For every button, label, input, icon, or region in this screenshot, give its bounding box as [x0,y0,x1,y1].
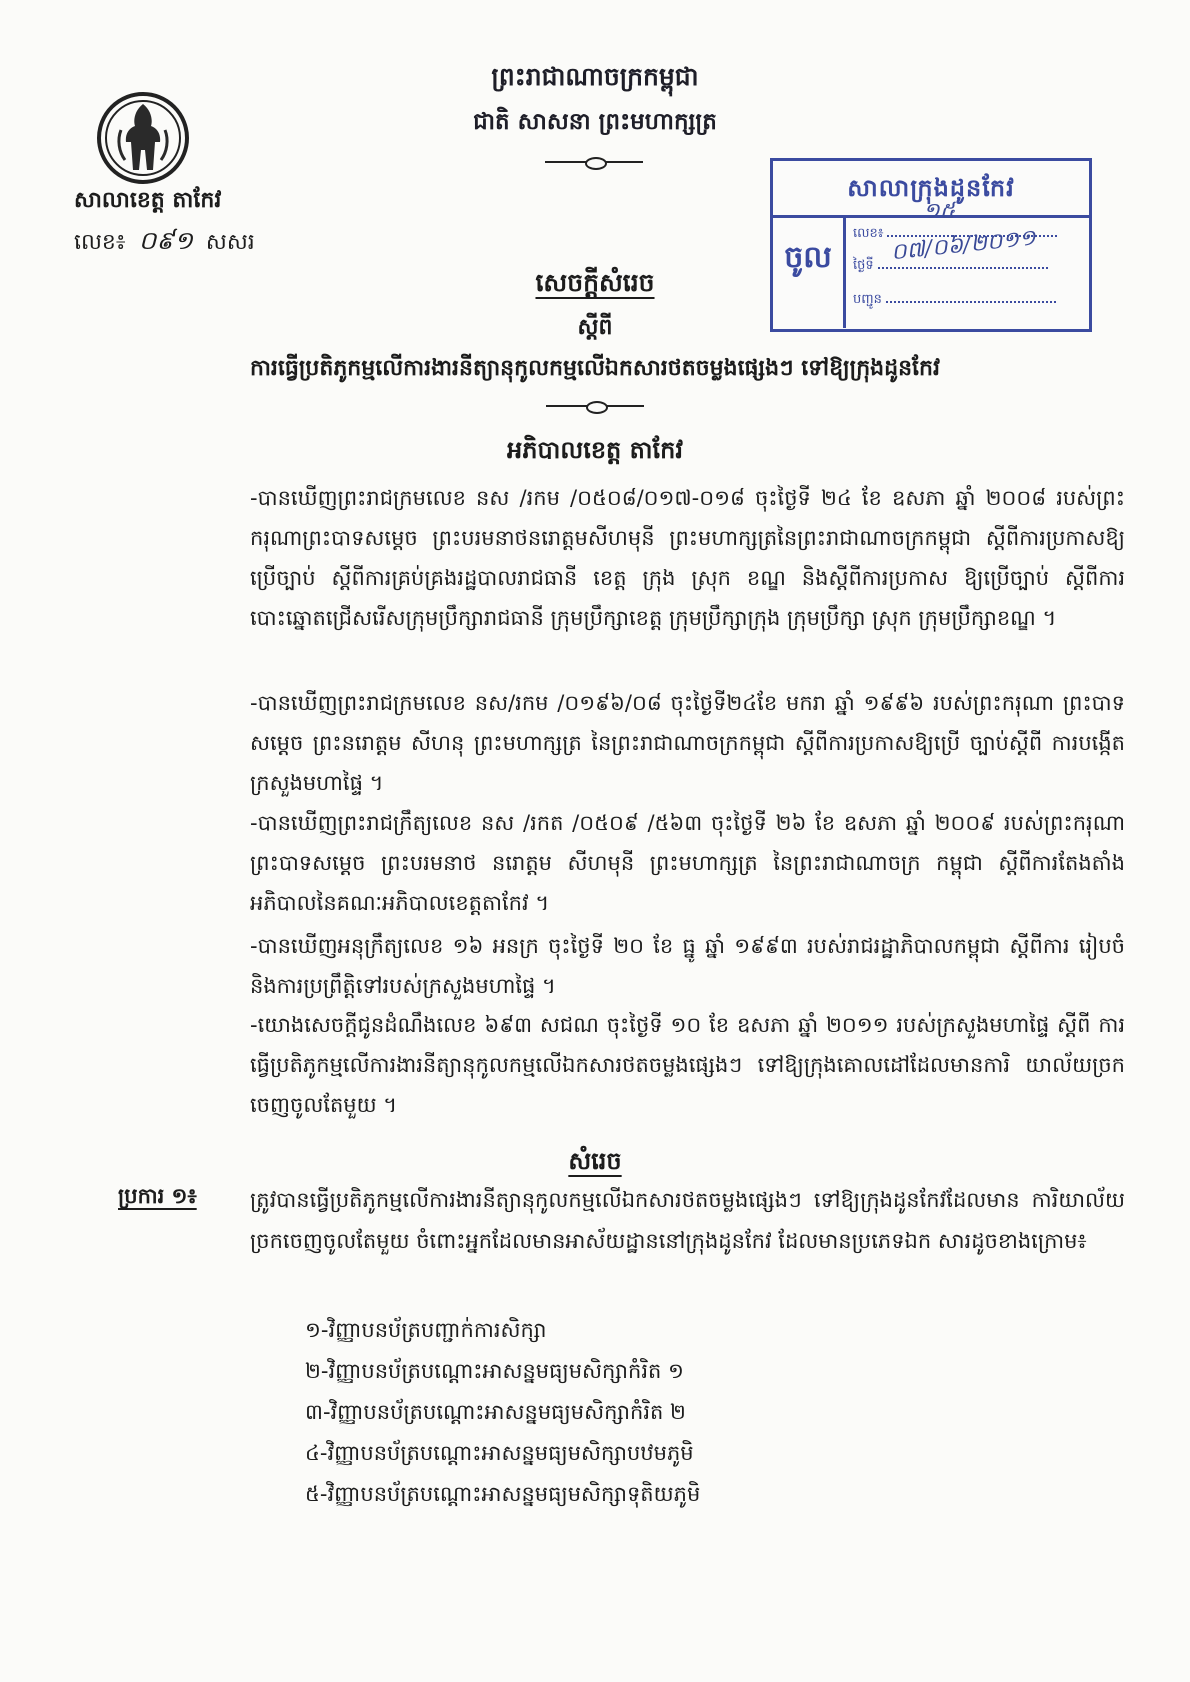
document-type-list [305,1310,700,1515]
consideration-paragraph: -បានឃើញព្រះរាជក្រមលេខ នស/រកម /០១៩៦/០៨ ចុះថ្ងៃទី២៤ខែ មករា ឆ្នាំ ១៩៩៦ របស់ព្រះករុណា ព្រះបាទសម្តេច ព្រះនរោត្តម សីហនុ ព្រះមហាក្សត្រ នៃព្រះរាជាណាចក្រកម្ពុជា ស្តីពីការប្រកាសឱ្យប្រើ ច្បាប់ស្តីពី ការបង្កើតក្រសួងមហាផ្ទៃ ។ [250,691,1125,795]
list-item: ៤-វិញ្ញាបនប័ត្របណ្តោះអាសន្នមធ្យមសិក្សាបឋមភូមិ [305,1441,694,1465]
decision-heading [0,1146,1190,1181]
letter-number-line [74,226,255,262]
letter-number-suffix: សសរ [205,230,255,255]
received-stamp [770,158,1092,332]
document-type-text: សេចក្តីសំរេច [535,268,655,297]
article-1-label-text: ប្រការ ១៖ [118,1184,197,1208]
stamp-field-code-label: បញ្ជូន [853,292,882,307]
consideration-paragraph: -បានឃើញព្រះរាជក្រមលេខ នស /រកម /០៥០៨/០១៧-០១៨ ចុះថ្ងៃទី ២៤ ខែ ឧសភា ឆ្នាំ ២០០៨ របស់ព្រះ ករុណាព្រះបាទសម្តេច ព្រះបរមនាថនរោត្តមសីហមុនី ព្រះមហាក្សត្រនៃព្រះរាជាណាចក្រកម្ពុជា ស្តីពីការប្រកាសឱ្យប្រើច្បាប់ ស្តីពីការគ្រប់គ្រងរដ្ឋបាលរាជធានី ខេត្ត ក្រុង ស្រុក ខណ្ឌ និងស្តីពីការប្រកាស ឱ្យប្រើច្បាប់ ស្តីពីការបោះឆ្នោតជ្រើសរើសក្រុមប្រឹក្សារាជធានី ក្រុមប្រឹក្សាខេត្ត ក្រុមប្រឹក្សាក្រុង ក្រុមប្រឹក្សា ស្រុក ក្រុមប្រឹក្សាខណ្ឌ ។ [250,486,1125,630]
decision-heading-text: សំរេច [568,1147,622,1175]
stamp-title: សាលាក្រុងដូនកែវ [773,161,1089,218]
list-item: ២-វិញ្ញាបនប័ត្របណ្តោះអាសន្នមធ្យមសិក្សាកំរិត ១ [305,1359,684,1383]
stamp-side-label: ចូល [773,218,846,328]
stamp-handwritten-number: ១៥ [923,199,956,224]
letter-number-label: លេខ៖ [74,230,126,255]
issuing-agency: សាលាខេត្ត តាកែវ [74,188,222,213]
consideration-paragraph: -បានឃើញអនុក្រឹត្យលេខ ១៦ អនក្រ ចុះថ្ងៃទី ២០ ខែ ធ្នូ ឆ្នាំ ១៩៩៣ របស់រាជរដ្ឋាភិបាលកម្ពុជា ស្តីពីការ រៀបចំ និងការប្រព្រឹត្តិទៅរបស់ក្រសួងមហាផ្ទៃ ។ [250,934,1125,998]
letter-number-value: ០៩១ [138,226,193,255]
list-item: ១-វិញ្ញាបនប័ត្របញ្ជាក់ការសិក្សា [305,1318,547,1342]
about-label: ស្តីពី [577,315,613,340]
document-subject: ការធ្វើប្រតិភូកម្មលើការងារនីត្យានុកូលកម្មលើឯកសារថតចម្លងផ្សេងៗ ទៅឱ្យក្រុងដូនកែវ [249,356,940,381]
issuer-title: អភិបាលខេត្ត តាកែវ [507,436,683,464]
stamp-field-date-label: ថ្ងៃទី [853,258,874,273]
list-item: ៥-វិញ្ញាបនប័ត្របណ្តោះអាសន្នមធ្យមសិក្សាទុតិយភូមិ [305,1482,701,1506]
national-motto: ជាតិ សាសនា ព្រះមហាក្សត្រ [473,109,717,135]
provincial-emblem-icon [95,90,191,186]
list-item: ៣-វិញ្ញាបនប័ត្របណ្តោះអាសន្នមធ្យមសិក្សាកំរិត ២ [305,1400,686,1424]
article-1-label [118,1183,197,1214]
kingdom-title: ព្រះរាជាណាចក្រកម្ពុជា [491,62,699,91]
stamp-field-number-label: លេខ៖ [853,226,884,241]
article-1-text: ត្រូវបានធ្វើប្រតិភូកម្មលើការងារនីត្យានុកូលកម្មលើឯកសារថតចម្លងផ្សេងៗ ទៅឱ្យក្រុងដូនកែវដែលមាន ការិយាល័យច្រកចេញចូលតែមួយ ចំពោះអ្នកដែលមានអាស័យដ្ឋាននៅក្រុងដូនកែវ ដែលមានប្រភេទឯក សារដូចខាងក្រោម៖ [250,1188,1125,1253]
document-type [0,268,1190,304]
consideration-paragraph: -បានឃើញព្រះរាជក្រឹត្យលេខ នស /រកត /០៥០៩ /៥៦៣ ចុះថ្ងៃទី ២៦ ខែ ឧសភា ឆ្នាំ ២០០៩ របស់ព្រះករុណា ព្រះបាទសម្តេច ព្រះបរមនាថ នរោត្តម សីហមុនី ព្រះមហាក្សត្រ នៃព្រះរាជាណាចក្រ កម្ពុជា ស្តីពីការតែងតាំង អភិបាលនៃគណៈអភិបាលខេត្តតាកែវ ។ [250,811,1125,915]
stamp-handwritten-date: ០៧/០៦/២០១១ [889,225,1037,266]
consideration-paragraph: -យោងសេចក្តីជូនដំណឹងលេខ ៦៩៣ សជណ ចុះថ្ងៃទី ១០ ខែ ឧសភា ឆ្នាំ ២០១១ របស់ក្រសួងមហាផ្ទៃ ស្តីពី ការធ្វើប្រតិភូកម្មលើការងារនីត្យានុកូលកម្មលើឯកសារថតចម្លងផ្សេងៗ ទៅឱ្យក្រុងគោលដៅដែលមានការិ យាល័យច្រកចេញចូលតែមួយ ។ [250,1013,1125,1117]
header-ornament [545,161,643,163]
subject-ornament [546,405,644,407]
